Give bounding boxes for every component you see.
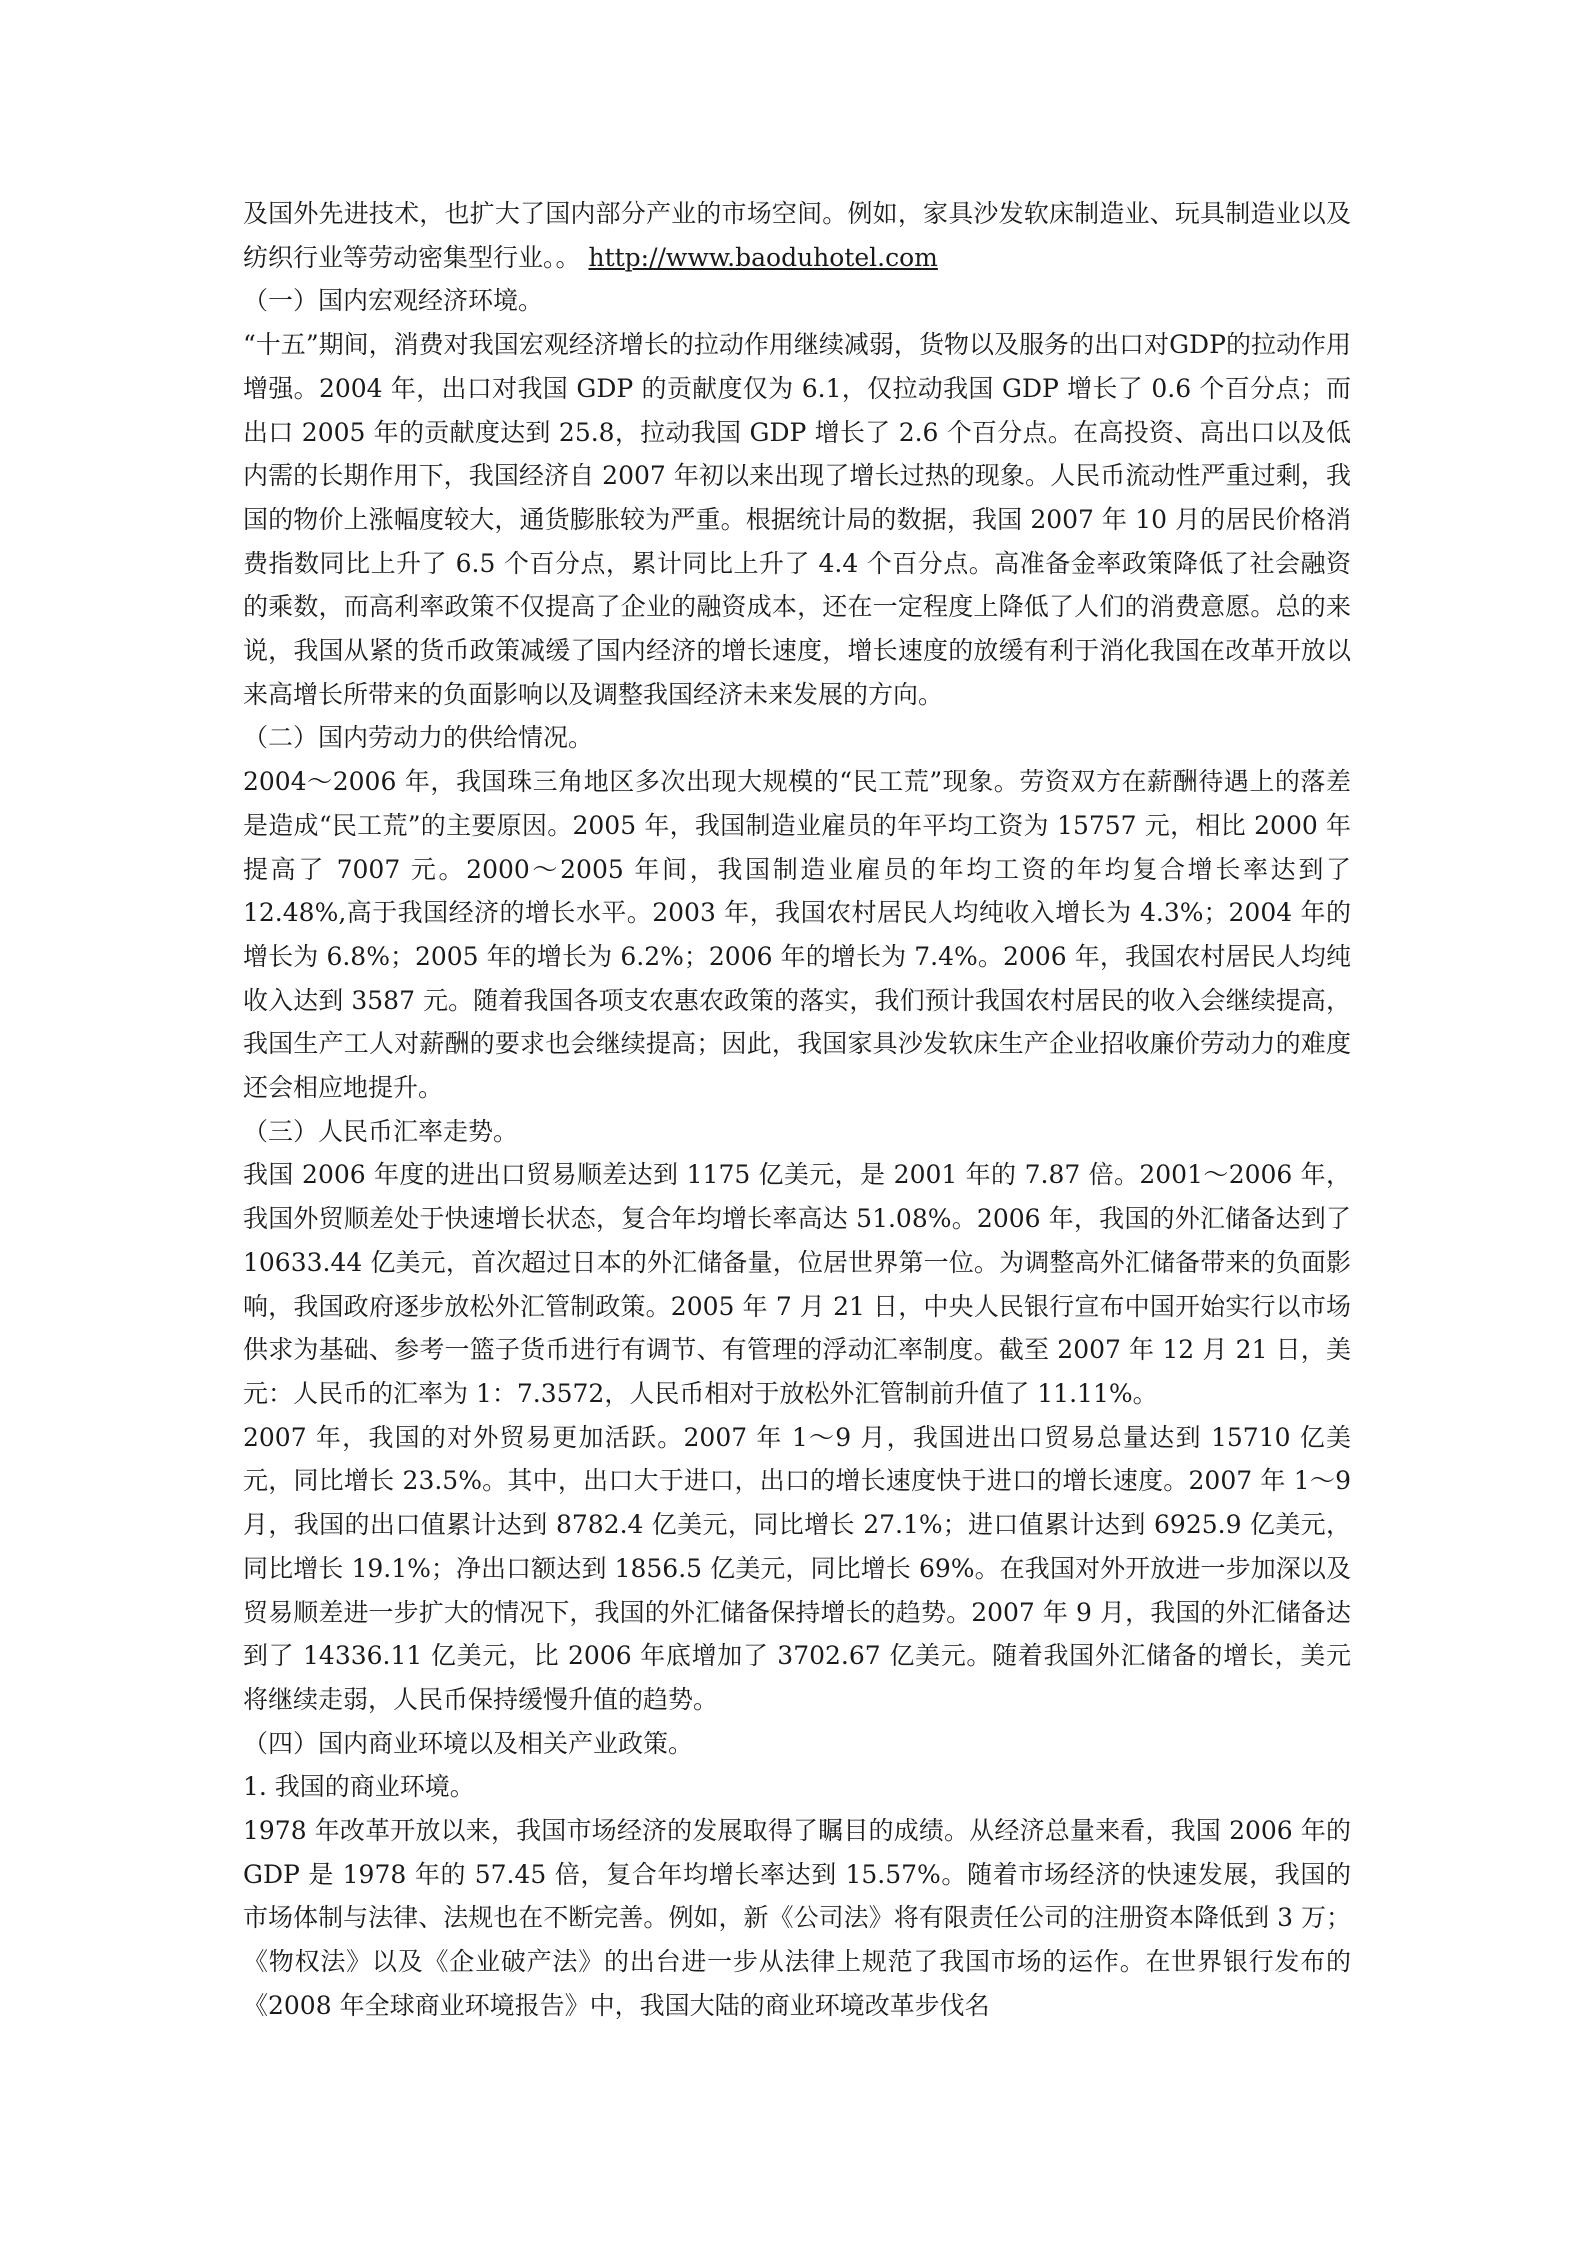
intro-text: 及国外先进技术，也扩大了国内部分产业的市场空间。例如，家具沙发软床制造业、玩具制造业以及纺织行业等劳动密集型行业。。	[243, 199, 1351, 272]
section-paragraph-labor: 2004～2006 年，我国珠三角地区多次出现大规模的“民工荒”现象。劳资双方在薪酬待遇上的落差是造成“民工荒”的主要原因。2005 年，我国制造业雇员的年平均工资为 15757 元，相比 2000 年提高了 7007 元。2000～2005 年间，我国制造业雇员的年均工资的年均复合增长率达到了 12.48%,高于我国经济的增长水平。2003 年，我国农村居民人均纯收入增长为 4.3%；2004 年的增长为 6.8%；2005 年的增长为 6.2%；2006 年的增长为 7.4%。2006 年，我国农村居民人均纯收入达到 3587 元。随着我国各项支农惠农政策的落实，我们预计我国农村居民的收入会继续提高，我国生产工人对薪酬的要求也会继续提高；因此，我国家具沙发软床生产企业招收廉价劳动力的难度还会相应地提升。	[243, 767, 1351, 1103]
website-link[interactable]: http://www.baoduhotel.com	[588, 242, 938, 272]
section-heading-business-environment: （四）国内商业环境以及相关产业政策。	[243, 1728, 694, 1758]
subsection-heading: 1. 我国的商业环境。	[243, 1772, 475, 1802]
subsection-paragraph: 1978 年改革开放以来，我国市场经济的发展取得了瞩目的成绩。从经济总量来看，我国 2006 年的 GDP 是 1978 年的 57.45 倍，复合年均增长率达到 15.57%。随着市场经济的快速发展，我国的市场体制与法律、法规也在不断完善。例如，新《公司法》将有限责任公司的注册资本降低到 3 万；《物权法》以及《企业破产法》的出台进一步从法律上规范了我国市场的运作。在世界银行发布的《2008 年全球商业环境报告》中，我国大陆的商业环境改革步伐名	[243, 1816, 1351, 2020]
intro-paragraph	[243, 192, 1351, 279]
section-heading-labor: （二）国内劳动力的供给情况。	[243, 723, 594, 753]
section-paragraph-exchange-rate-1: 我国 2006 年度的进出口贸易顺差达到 1175 亿美元，是 2001 年的 7.87 倍。2001～2006 年，我国外贸顺差处于快速增长状态，复合年均增长率高达 51.08%。2006 年，我国的外汇储备达到了 10633.44 亿美元，首次超过日本的外汇储备量，位居世界第一位。为调整高外汇储备带来的负面影响，我国政府逐步放松外汇管制政策。2005 年 7 月 21 日，中央人民银行宣布中国开始实行以市场供求为基础、参考一篮子货币进行有调节、有管理的浮动汇率制度。截至 2007 年 12 月 21 日，美元：人民币的汇率为 1：7.3572，人民币相对于放松外汇管制前升值了 11.11%。	[243, 1160, 1351, 1408]
section-paragraph-exchange-rate-2: 2007 年，我国的对外贸易更加活跃。2007 年 1～9 月，我国进出口贸易总量达到 15710 亿美元，同比增长 23.5%。其中，出口大于进口，出口的增长速度快于进口的增长速度。2007 年 1～9 月，我国的出口值累计达到 8782.4 亿美元，同比增长 27.1%；进口值累计达到 6925.9 亿美元，同比增长 19.1%；净出口额达到 1856.5 亿美元，同比增长 69%。在我国对外开放进一步加深以及贸易顺差进一步扩大的情况下，我国的外汇储备保持增长的趋势。2007 年 9 月，我国的外汇储备达到了 14336.11 亿美元，比 2006 年底增加了 3702.67 亿美元。随着我国外汇储备的增长，美元将继续走弱，人民币保持缓慢升值的趋势。	[243, 1422, 1351, 1714]
section-heading-exchange-rate: （三）人民币汇率走势。	[243, 1116, 519, 1146]
document-page	[243, 192, 1351, 2028]
section-paragraph-macro: “十五”期间，消费对我国宏观经济增长的拉动作用继续减弱，货物以及服务的出口对GDP的拉动作用增强。2004 年，出口对我国 GDP 的贡献度仅为 6.1，仅拉动我国 GDP 增长了 0.6 个百分点；而出口 2005 年的贡献度达到 25.8，拉动我国 GDP 增长了 2.6 个百分点。在高投资、高出口以及低内需的长期作用下，我国经济自 2007 年初以来出现了增长过热的现象。人民币流动性严重过剩，我国的物价上涨幅度较大，通货膨胀较为严重。根据统计局的数据，我国 2007 年 10 月的居民价格消费指数同比上升了 6.5 个百分点，累计同比上升了 4.4 个百分点。高准备金率政策降低了社会融资的乘数，而高利率政策不仅提高了企业的融资成本，还在一定程度上降低了人们的消费意愿。总的来说，我国从紧的货币政策减缓了国内经济的增长速度，增长速度的放缓有利于消化我国在改革开放以来高增长所带来的负面影响以及调整我国经济未来发展的方向。	[243, 330, 1351, 709]
section-heading-macro: （一）国内宏观经济环境。	[243, 286, 544, 316]
